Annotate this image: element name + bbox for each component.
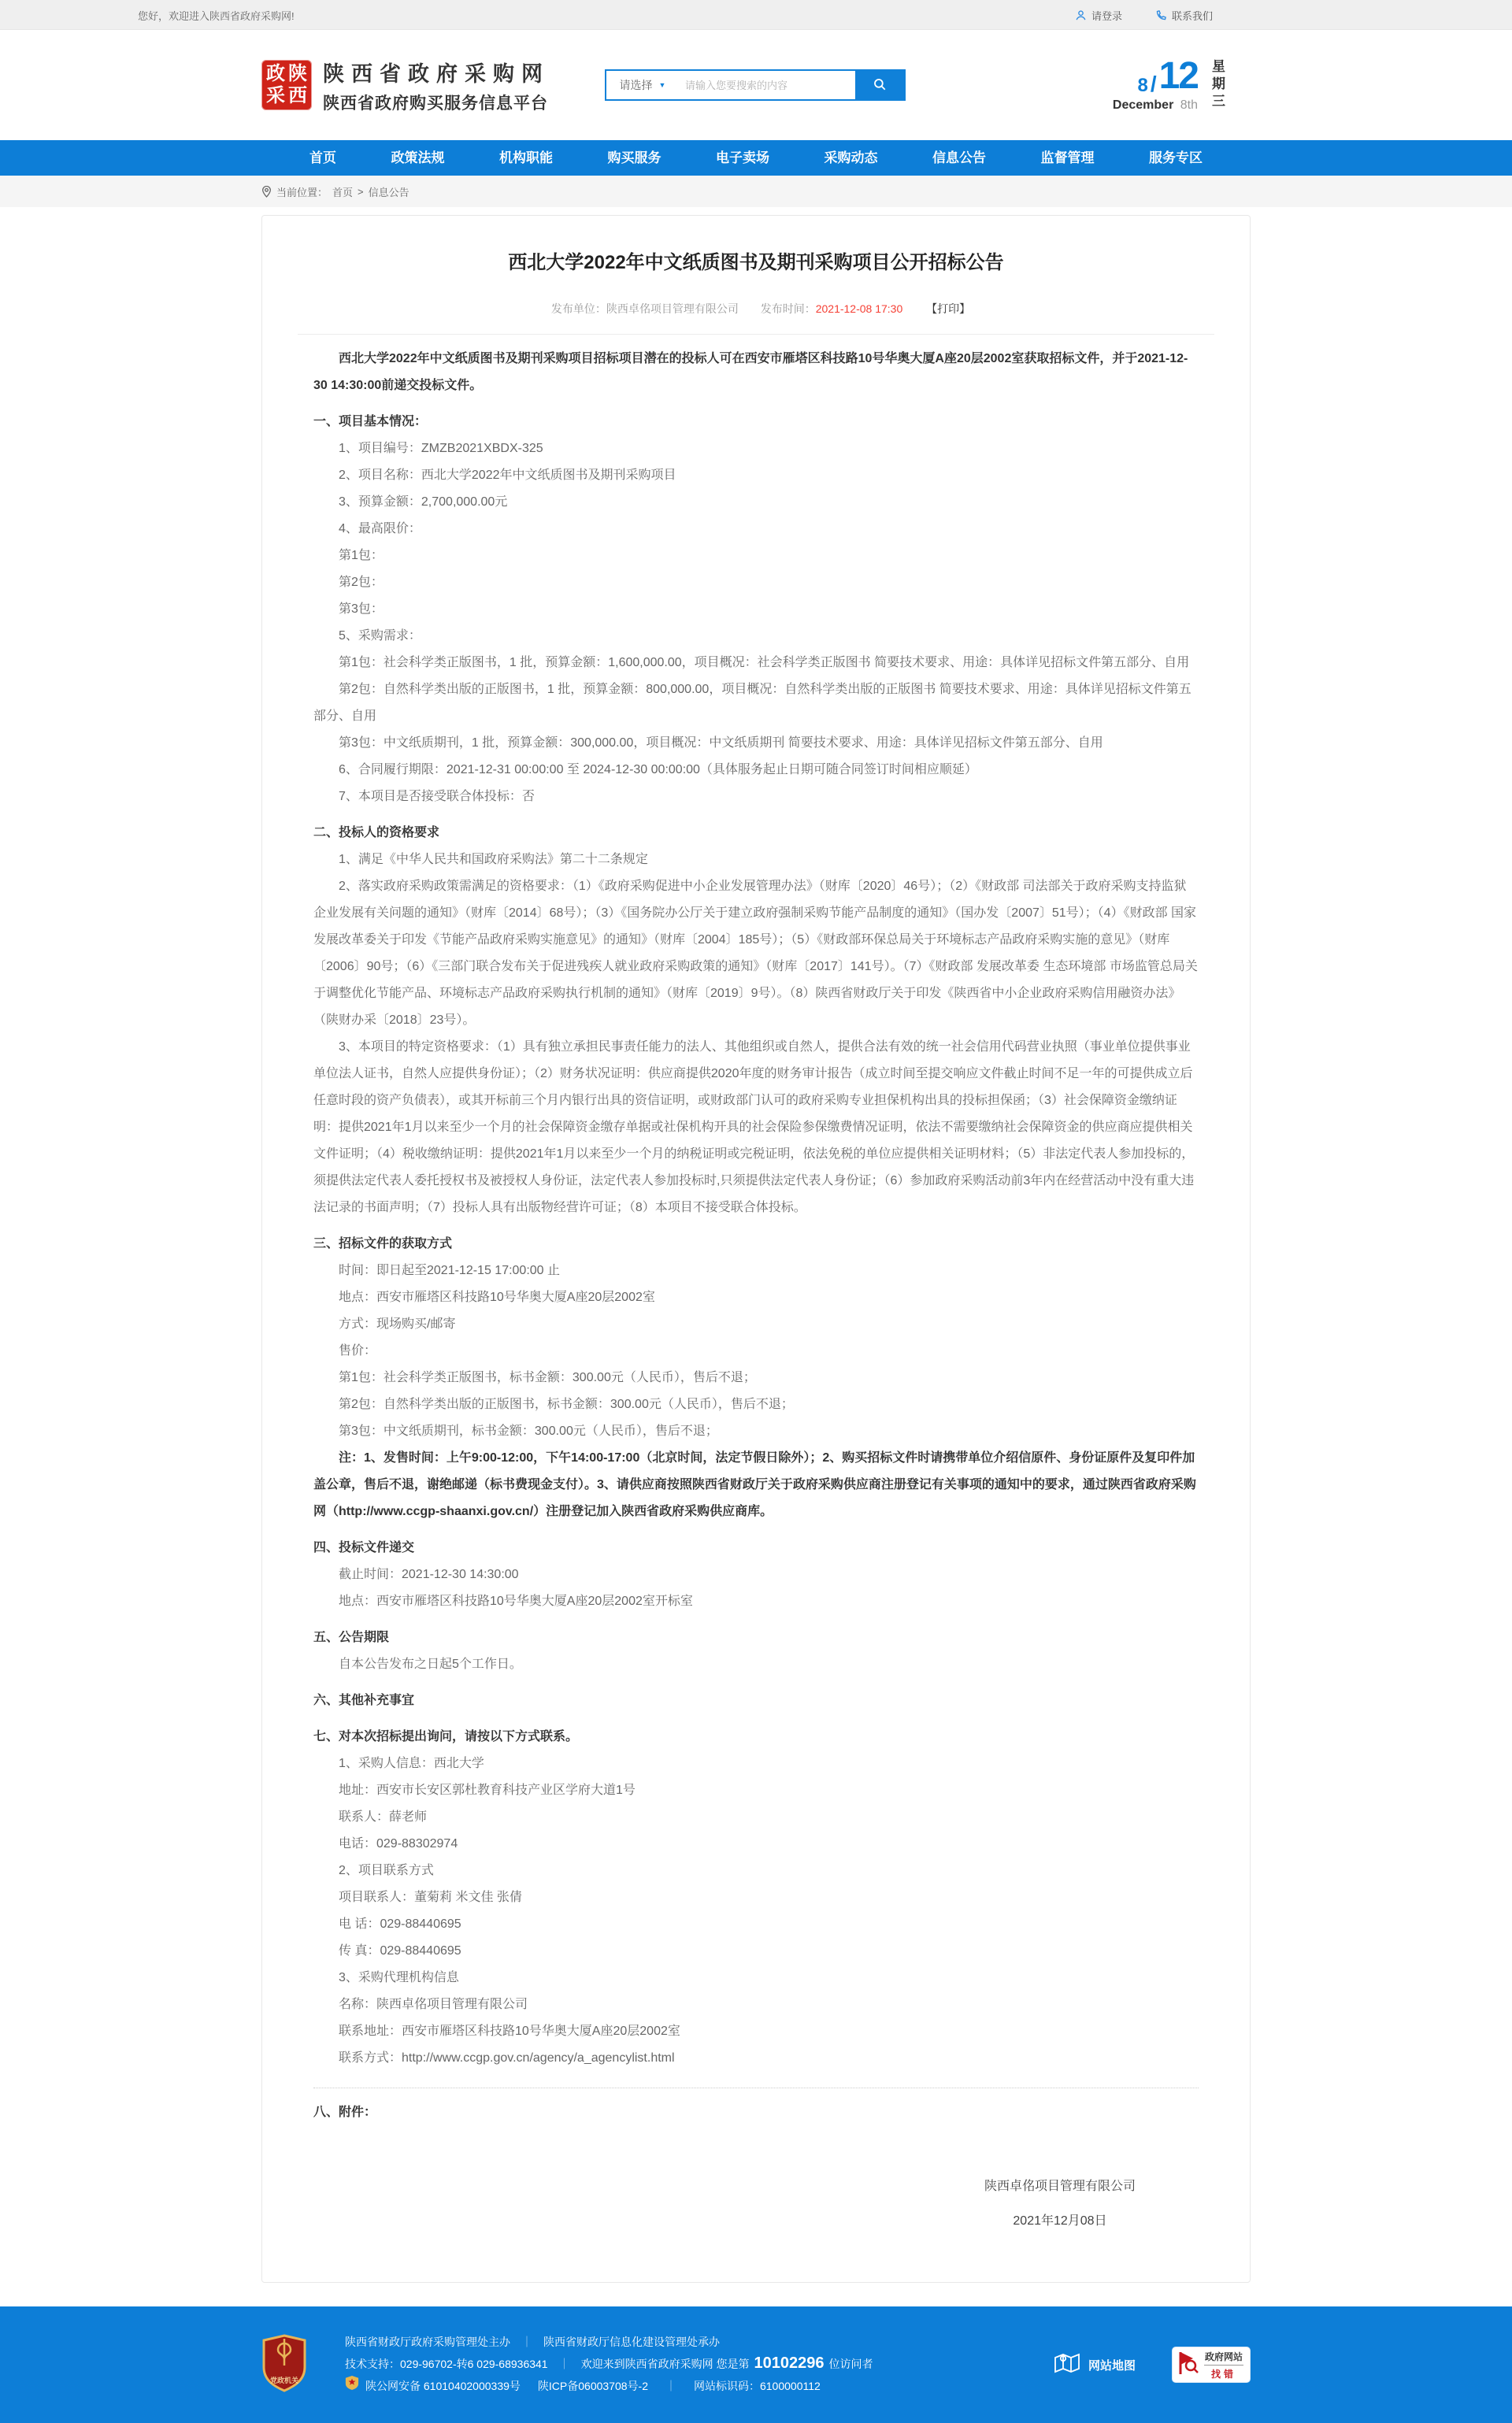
date-month-en: December (1112, 98, 1174, 112)
article-paragraph: 电话：029-88302974 (339, 1837, 458, 1851)
date-month-number: 8 (1137, 75, 1148, 96)
topbar (0, 0, 1512, 30)
date-day-en: 8th (1180, 98, 1198, 112)
article-paragraph: 第3包：中文纸质期刊，1 批，预算金额：300,000.00，项目概况：中文纸质期刊 简要技术要求、用途：具体详见招标文件第五部分、自用 (339, 736, 1103, 750)
search-box (605, 69, 906, 101)
date-day-number: 12 (1158, 55, 1198, 97)
breadcrumb (261, 176, 1251, 207)
login-label: 请登录 (1091, 9, 1122, 22)
publish-time-value: 2021-12-08 17:30 (815, 302, 903, 315)
article-paragraph: 第2包：自然科学类出版的正版图书，标书金额：300.00元（人民币），售后不退； (339, 1398, 794, 1411)
search-button[interactable] (855, 71, 904, 99)
section-heading: 三、招标文件的获取方式 (313, 1237, 453, 1250)
party-gov-badge-icon (261, 2334, 307, 2396)
article-paragraph: 第3包： (339, 602, 384, 616)
nav-item-2[interactable]: 机构职能 (499, 150, 553, 165)
sitemap-map-icon (1054, 2351, 1080, 2378)
sitemap-link[interactable] (1054, 2351, 1136, 2378)
signature-company: 陕西卓佲项目管理有限公司 (984, 2180, 1136, 2193)
date-widget (1113, 57, 1251, 113)
nav-item-8[interactable]: 服务专区 (1149, 150, 1203, 165)
main-nav (0, 140, 1512, 176)
party-gov-badge-label: 党政机关 (269, 2376, 299, 2384)
site-identifier: 网站标识码：6100000112 (693, 2380, 821, 2392)
icp-record-link[interactable]: 陕ICP备06003708号-2 (537, 2380, 648, 2392)
breadcrumb-separator: > (358, 185, 364, 198)
site-subtitle: 陕西省政府购买服务信息平台 (323, 94, 548, 113)
article-paragraph: 电 话：029-88440695 (339, 1917, 461, 1931)
publish-time (761, 302, 903, 315)
footer-line-1 (345, 2332, 873, 2353)
article-paragraph: 方式：现场购买/邮寄 (339, 1317, 456, 1331)
article-paragraph: 7、本项目是否接受联合体投标：否 (339, 790, 535, 803)
site-header (0, 30, 1512, 140)
welcome-text: 您好，欢迎进入陕西省政府采购网! (138, 9, 295, 22)
user-icon (1075, 9, 1087, 21)
article-paragraph: 项目联系人：董菊莉 米文佳 张倩 (339, 1891, 522, 1904)
footer-line-2 (345, 2353, 873, 2375)
date-weekday: 星期三 (1210, 59, 1225, 111)
footer-separator: ｜ (558, 2358, 570, 2370)
date-slash: / (1150, 72, 1157, 96)
sitemap-label: 网站地图 (1088, 2358, 1136, 2373)
breadcrumb-home[interactable]: 首页 (332, 186, 354, 198)
article-paragraph: 联系方式：http://www.ccgp.gov.cn/agency/a_agencylist.html (339, 2051, 675, 2065)
article-paragraph: 3、本项目的特定资格要求：（1）具有独立承担民事责任能力的法人、其他组织或自然人，提供合法有效的统一社会信用代码营业执照（事业单位提供事业单位法人证书，自然人应提供身份证）；（2）财务状况证明：供应商提供2020年度的财务审计报告（成立时间至提交响应文件截止时间不足一年的可提供成立后任意时段的资产负债表），或其开标前三个月内银行出具的资信证明，或财政部门认可的政府采购专业担保机构出具的投标担保函；（3）社会保障资金缴纳证明：提供2021年1月以来至少一个月的社会保障资金缴存单据或社保机构开具的社会保险参保缴费情况证明，依法不需要缴纳社会保障资金的供应商应提供相关文件证明；（4）税收缴纳证明：提供2021年1月以来至少一个月的纳税证明或完税证明，依法免税的单位应提供相关证明材料；（5）非法定代表人参加投标的，须提供法定代表人委托授权书及被授权人身份证，法定代表人参加投标时,只须提供法定代表人身份证；（6）参加政府采购活动前3年内在经营活动中没有重大违法记录的书面声明；（7）投标人具有出版物经营许可证；（8）本项目不接受联合体投标。 (313, 1040, 1195, 1214)
nav-item-3[interactable]: 购买服务 (607, 150, 662, 165)
article-paragraph: 1、采购人信息：西北大学 (339, 1757, 484, 1770)
article-paragraph: 3、预算金额：2,700,000.00元 (339, 495, 508, 509)
article-paragraph: 传 真：029-88440695 (339, 1944, 461, 1958)
section-heading: 六、其他补充事宜 (313, 1694, 415, 1707)
nav-item-6[interactable]: 信息公告 (932, 150, 986, 165)
section-heading: 二、投标人的资格要求 (313, 826, 440, 839)
footer (0, 2306, 1512, 2423)
logo-seal-icon: 政 陕 采 西 (261, 60, 312, 110)
police-record-link[interactable]: 陕公网安备 61010402000339号 (365, 2380, 521, 2392)
breadcrumb-current[interactable]: 信息公告 (368, 186, 410, 198)
article-paragraph: 西北大学2022年中文纸质图书及期刊采购项目招标项目潜在的投标人可在西安市雁塔区科技路10号华奥大厦A座20层2002室获取招标文件，并于2021-12-30 14:30:00前递交投标文件。 (313, 352, 1188, 392)
article-paragraph: 4、最高限价： (339, 522, 421, 535)
signature-date: 2021年12月08日 (1013, 2214, 1107, 2228)
footer-tech-support: 技术支持：029-96702-转6 029-68936341 (345, 2358, 548, 2370)
phone-icon (1155, 9, 1167, 21)
nav-item-1[interactable]: 政策法规 (391, 150, 445, 165)
article-paragraph: 5、采购需求： (339, 629, 421, 643)
page-title: 西北大学2022年中文纸质图书及期刊采购项目公开招标公告 (508, 252, 1004, 273)
article-paragraph: 第2包：自然科学类出版的正版图书，1 批，预算金额：800,000.00，项目概况：自然科学类出版的正版图书 简要技术要求、用途：具体详见招标文件第五部分、自用 (313, 683, 1191, 723)
meta-divider (298, 334, 1214, 335)
caret-down-icon: ▼ (658, 81, 666, 89)
publisher-value: 陕西卓佲项目管理有限公司 (606, 302, 739, 315)
article-paragraph: 地点：西安市雁塔区科技路10号华奥大厦A座20层2002室开标室 (339, 1595, 693, 1608)
search-input[interactable] (679, 71, 855, 99)
nav-list (261, 140, 1251, 176)
contact-link[interactable] (1155, 8, 1213, 23)
footer-welcome: 欢迎来到陕西省政府采购网 您是第 (580, 2358, 750, 2370)
breadcrumb-bar (0, 176, 1512, 207)
search-icon (873, 77, 887, 94)
article-paragraph: 联系人：薛老师 (339, 1810, 428, 1824)
article-paragraph: 第1包：社会科学类正版图书，标书金额：300.00元（人民币），售后不退； (339, 1371, 756, 1384)
nav-item-7[interactable]: 监督管理 (1040, 150, 1095, 165)
police-badge-icon (345, 2375, 359, 2398)
search-category-select[interactable] (606, 71, 679, 99)
footer-separator: ｜ (521, 2336, 532, 2348)
search-category-value: 请选择 (619, 79, 653, 91)
article-paragraph: 自本公告发布之日起5个工作日。 (339, 1658, 522, 1671)
footer-separator: ｜ (665, 2380, 676, 2392)
article-meta (313, 301, 1199, 317)
section-heading: 四、投标文件递交 (313, 1541, 415, 1554)
article-paragraph: 2、落实政府采购政策需满足的资格要求：（1）《政府采购促进中小企业发展管理办法》（财库〔2020〕46号）；（2）《财政部 司法部关于政府采购支持监狱企业发展有关问题的通知》（财库〔2014〕68号）；（3）《国务院办公厅关于建立政府强制采购节能产品制度的通知》（国办发〔2007〕51号）；（4）《财政部 国家发展改革委关于印发《节能产品政府采购实施意见》的通知》（财库〔2004〕185号）；（5）《财政部环保总局关于环境标志产品政府采购实施的意见》（财库〔2006〕90号；（6）《三部门联合发布关于促进残疾人就业政府采购政策的通知》（财库〔2017〕141号）。（7）《财政部 发展改革委 生态环境部 市场监管总局关于调整优化节能产品、环境标志产品政府采购执行机制的通知》（财库〔2019〕9号）。（8）陕西省财政厅关于印发《陕西省中小企业政府采购信用融资办法》（陕财办采〔2018〕23号）。 (313, 880, 1198, 1027)
section-heading: 七、对本次招标提出询问，请按以下方式联系。 (313, 1730, 579, 1743)
footer-host: 陕西省财政厅政府采购管理处主办 (345, 2336, 510, 2348)
gov-site-error-badge[interactable] (1172, 2347, 1251, 2383)
article-paragraph: 2、项目名称：西北大学2022年中文纸质图书及期刊采购项目 (339, 469, 676, 482)
section-heading: 八、附件： (313, 2106, 377, 2119)
footer-operator: 陕西省财政厅信息化建设管理处承办 (543, 2336, 720, 2348)
error-badge-title: 政府网站 (1204, 2350, 1243, 2366)
article-paragraph: 注：1、发售时间：上午9:00-12:00，下午14:00-17:00（北京时间，法定节假日除外）；2、购买招标文件时请携带单位介绍信原件、身份证原件及复印件加盖公章，售后不退，谢绝邮递（标书费现金支付）。3、请供应商按照陕西省财政厅关于政府采购供应商注册登记有关事项的通知中的要求，通过陕西省政府采购网（http://www.ccgp-shaanxi.gov.cn/）注册登记加入陕西省政府采购供应商库。 (313, 1451, 1196, 1518)
error-flag-icon (1179, 2351, 1199, 2380)
article-paragraph: 地点：西安市雁塔区科技路10号华奥大厦A座20层2002室 (339, 1291, 655, 1304)
article-paragraph: 第1包： (339, 549, 384, 562)
location-pin-icon (261, 186, 272, 198)
article-paragraph: 第1包：社会科学类正版图书，1 批，预算金额：1,600,000.00，项目概况：社会科学类正版图书 简要技术要求、用途：具体详见招标文件第五部分、自用 (339, 656, 1190, 669)
main-content (0, 207, 1512, 2295)
article-paragraph: 1、满足《中华人民共和国政府采购法》第二十二条规定 (339, 853, 648, 866)
nav-item-0[interactable]: 首页 (309, 150, 336, 165)
visitor-count: 10102296 (754, 2354, 825, 2372)
publisher (551, 302, 739, 315)
article-paragraph: 售价： (339, 1344, 377, 1358)
contact-label: 联系我们 (1171, 9, 1213, 22)
announcement-card (261, 215, 1251, 2283)
footer-line-3 (345, 2375, 873, 2398)
article-paragraph: 2、项目联系方式 (339, 1864, 434, 1877)
article-body (313, 346, 1199, 2126)
print-button[interactable]: 【打印】 (926, 302, 971, 315)
publisher-label: 发布单位： (550, 302, 606, 315)
article-paragraph: 6、合同履行期限：2021-12-31 00:00:00 至 2024-12-30 00:00:00（具体服务起止日期可随合同签订时间相应顺延） (339, 763, 977, 776)
section-heading: 一、项目基本情况： (313, 415, 428, 428)
article-paragraph: 第3包：中文纸质期刊，标书金额：300.00元（人民币），售后不退； (339, 1425, 718, 1438)
article-paragraph: 时间：即日起至2021-12-15 17:00:00 止 (339, 1264, 561, 1277)
nav-item-5[interactable]: 采购动态 (824, 150, 878, 165)
breadcrumb-label: 当前位置： (276, 186, 328, 198)
signature-block (313, 2169, 1199, 2239)
footer-visitor-suffix: 位访问者 (828, 2358, 873, 2370)
article-paragraph: 地址：西安市长安区郭杜教育科技产业区学府大道1号 (339, 1784, 636, 1797)
error-badge-subtitle: 找错 (1210, 2368, 1236, 2380)
article-paragraph: 联系地址：西安市雁塔区科技路10号华奥大厦A座20层2002室 (339, 2025, 680, 2038)
publish-time-label: 发布时间： (760, 302, 816, 315)
site-title: 陕西省政府采购网 (323, 61, 550, 86)
section-heading: 五、公告期限 (313, 1631, 390, 1644)
login-link[interactable] (1075, 8, 1122, 23)
article-paragraph: 名称：陕西卓佲项目管理有限公司 (339, 1998, 528, 2011)
article-paragraph: 第2包： (339, 576, 384, 589)
article-paragraph: 1、项目编号：ZMZB2021XBDX-325 (339, 442, 543, 455)
article-paragraph: 3、采购代理机构信息 (339, 1971, 459, 1984)
article-paragraph: 截止时间：2021-12-30 14:30:00 (339, 1568, 519, 1581)
nav-item-4[interactable]: 电子卖场 (716, 150, 769, 165)
site-logo[interactable] (261, 57, 550, 114)
